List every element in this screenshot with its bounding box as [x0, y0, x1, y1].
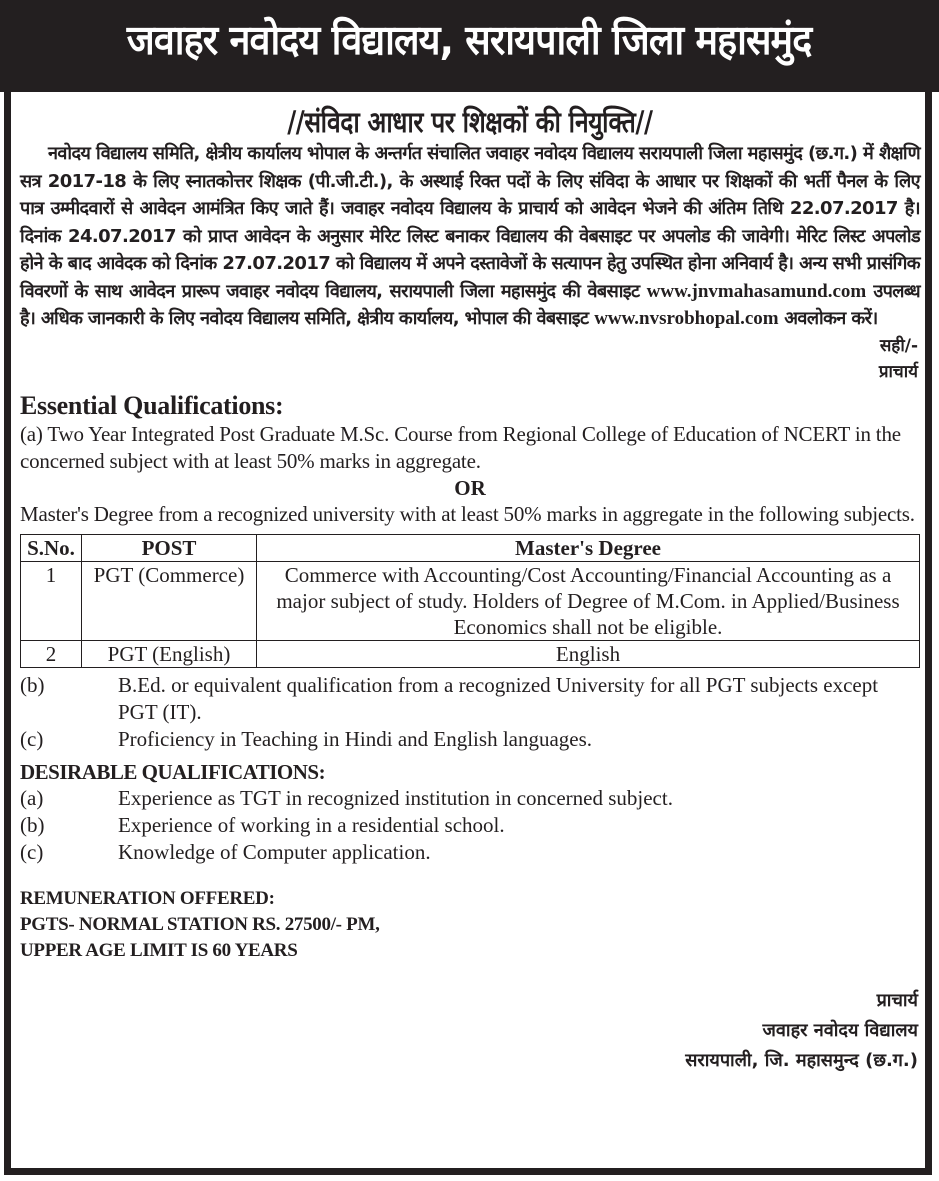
- paragraph-text: अवलोकन करें।: [778, 308, 878, 329]
- item-text: Proficiency in Teaching in Hindi and English languages.: [118, 726, 593, 751]
- masters-text: Master's Degree from a recognized university with at least 50% marks in aggregate in the following subjects.: [20, 501, 915, 526]
- essential-title: Essential Qualifications:: [20, 390, 284, 420]
- remuneration-block: [20, 886, 920, 964]
- cell-sno: 1: [21, 561, 82, 640]
- item-label: (b): [20, 672, 45, 697]
- signoff-signed: सही/-: [879, 335, 918, 356]
- or-divider: OR: [454, 475, 486, 500]
- remuneration-pay: PGTS- NORMAL STATION RS. 27500/- PM,: [20, 913, 380, 935]
- signoff-principal: प्राचार्य: [878, 361, 918, 382]
- item-text: Knowledge of Computer application.: [118, 839, 431, 864]
- table-row: [21, 640, 920, 667]
- item-label: (c): [20, 839, 44, 864]
- cell-post: PGT (English): [82, 640, 257, 667]
- footer-school: जवाहर नवोदय विद्यालय: [762, 1019, 918, 1041]
- degree-table: [20, 534, 920, 668]
- footer-address: सरायपाली, जि. महासमुन्द (छ.ग.): [685, 1049, 918, 1071]
- paragraph-text: नवोदय विद्यालय समिति, क्षेत्रीय कार्यालय भोपाल के अन्तर्गत संचालित जवाहर नवोदय विद्यालय सरायपाली जिला महासमुंद (छ.ग.) में शैक्षणि सत्र 2017-18 के लिए स्नातकोत्तर शिक्षक (पी.जी.टी.), के अस्थाई रिक्त पदों के लिए संविदा के आधार पर शिक्षकों की भर्ती पैनल के लिए पात्र उम्मीदवारों से आवेदन आमंत्रित किए जाते हैं। जवाहर नवोदय विद्यालय के प्राचार्य को आवेदन भेजने की अंतिम तिथि 22.07.2017 है। दिनांक 24.07.2017 को प्राप्त आवेदन के अनुसार मेरिट लिस्ट बनाकर विद्यालय की वेबसाइट पर अपलोड की जावेगी। मेरिट लिस्ट अपलोड होने के बाद आवेदक को दिनांक 27.07.2017 को विद्यालय में अपने दस्तावेजों के सत्यापन हेतु उपस्थित होना अनिवार्य है। अन्य सभी प्रासंगिक विवरणों के साथ आवेदन प्रारूप जवाहर नवोदय विद्यालय, सरायपाली जिला महासमुंद की वेबसाइट: [20, 143, 920, 302]
- list-item: [20, 726, 920, 753]
- notice-body: [20, 92, 920, 1076]
- list-item: [20, 785, 920, 812]
- header-sno: S.No.: [21, 534, 82, 561]
- signoff: [20, 333, 920, 385]
- item-text: Experience as TGT in recognized institution in concerned subject.: [118, 785, 673, 810]
- essential-list: [20, 672, 920, 753]
- list-item: [20, 812, 920, 839]
- masthead-title: जवाहर नवोदय विद्यालय, सरायपाली जिला महासमुंद: [127, 16, 812, 64]
- table-row: [21, 561, 920, 640]
- header-degree: Master's Degree: [257, 534, 920, 561]
- cell-degree: English: [257, 640, 920, 667]
- notice-subtitle-text: //संविदा आधार पर शिक्षकों की नियुक्ति//: [287, 105, 653, 139]
- cell-sno: 2: [21, 640, 82, 667]
- school-website-link[interactable]: www.jnvmahasamund.com: [646, 280, 867, 302]
- footer-principal: प्राचार्य: [876, 989, 918, 1011]
- cell-post: PGT (Commerce): [82, 561, 257, 640]
- list-item: [20, 672, 920, 726]
- item-text: Experience of working in a residential school.: [118, 812, 505, 837]
- paragraph-text: उपलब्ध है। अधिक जानकारी के लिए नवोदय विद्यालय समिति, क्षेत्रीय कार्यालय, भोपाल की वेबसाइट: [20, 280, 920, 329]
- item-label: (a): [20, 785, 44, 810]
- table-header-row: [21, 534, 920, 561]
- notice-subtitle: [20, 104, 920, 140]
- nvs-website-link[interactable]: www.nvsrobhopal.com: [594, 308, 779, 329]
- header-post: POST: [82, 534, 257, 561]
- cell-degree: Commerce with Accounting/Cost Accounting/Financial Accounting as a major subject of study. Holders of Degree of M.Com. in Applied/Business Economics shall not be eligible.: [257, 561, 920, 640]
- essential-item-a: (a) Two Year Integrated Post Graduate M.Sc. Course from Regional College of Education of NCERT in the concerned subject with at least 50% marks in aggregate.: [20, 421, 901, 473]
- item-text: B.Ed. or equivalent qualification from a recognized University for all PGT subjects except PGT (IT).: [118, 672, 879, 724]
- desirable-title: DESIRABLE QUALIFICATIONS:: [20, 759, 326, 784]
- masthead: [0, 0, 939, 92]
- notice-paragraph: [20, 140, 920, 333]
- item-label: (b): [20, 812, 45, 837]
- age-limit: UPPER AGE LIMIT IS 60 YEARS: [20, 939, 298, 961]
- desirable-list: [20, 785, 920, 866]
- remuneration-title: REMUNERATION OFFERED:: [20, 887, 275, 909]
- item-label: (c): [20, 726, 44, 751]
- footer-signature: [20, 986, 920, 1076]
- list-item: [20, 839, 920, 866]
